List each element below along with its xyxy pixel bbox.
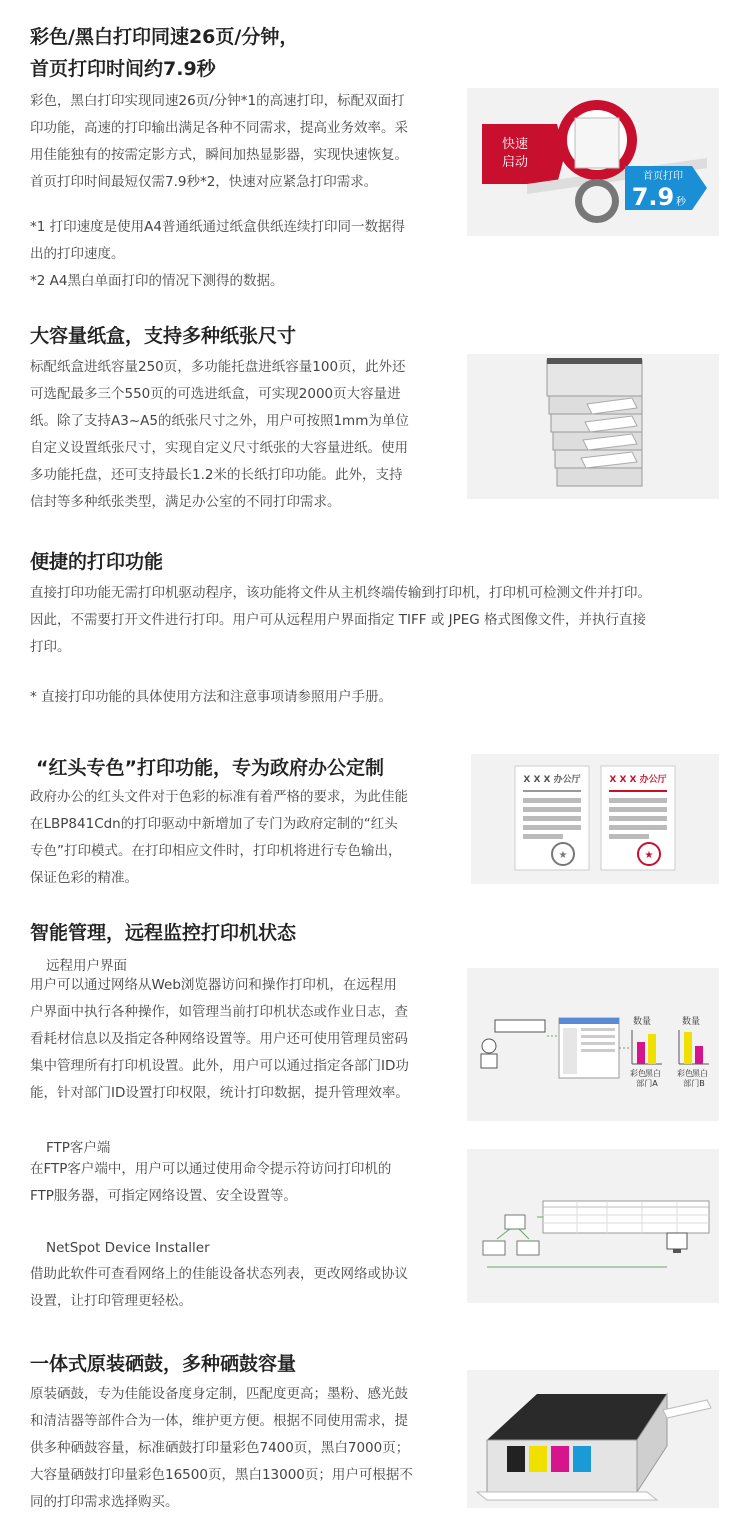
dept-a-black-bar (648, 1034, 656, 1064)
remote-ui-subtitle: 远程用户界面 (46, 958, 127, 974)
doc-header-red: X X X 办公厅 (609, 775, 667, 785)
section2-body: 标配纸盒进纸容量250页，多功能托盘进纸容量100页，此外还 可选配最多三个550页的可选进纸盒，可实现2000页大容量进 纸。除了支持A3~A5的纸张尺寸之外，用户可按照1mm为单位 自定义设置纸张尺寸，实现自定义尺寸纸张的大容量进纸。使用 多功能托盘，还可支持最长1.2米的长纸打印功能。此外，支持 信封等多种纸张类型，满足办公室的不同打印需求。 (30, 359, 409, 510)
toner-cartridge-printer-image (467, 1370, 719, 1508)
remote-ui-body: 用户可以通过网络从Web浏览器访问和操作打印机，在远程用 户界面中执行各种操作，如管理当前打印机状态或作业日志，查 看耗材信息以及指定各种网络设置等。用户还可使用管理员密码 集中管理所有打印机设置。此外，用户可以通过指定各部门ID功 能，针对部门ID设置打印权限，统计打印数据，提升管理效率。 (30, 977, 409, 1101)
dept-a-color-label: 彩色 (630, 1069, 646, 1078)
section3-title: 便捷的打印功能 (30, 551, 164, 573)
chart1-qty-label: 数量 (632, 1017, 652, 1027)
svg-text:★: ★ (644, 850, 654, 861)
dept-a-label: 部门A (636, 1079, 658, 1088)
monitor-icon (667, 1233, 687, 1249)
remote-ui-figure (467, 968, 719, 1121)
dept-a-black-label: 黑白 (645, 1069, 661, 1078)
ftp-subtitle: FTP客户端 (46, 1140, 111, 1156)
first-page-unit: 秒 (676, 197, 686, 208)
section4-title: “红头专色”打印功能，专为政府办公定制 (36, 757, 384, 779)
router-icon (505, 1215, 525, 1229)
section1-body: 彩色，黑白打印实现同速26页/分钟*1的高速打印，标配双面打 印功能，高速的打印输出满足各种不同需求，提高业务效率。采 用佳能独有的按需定影方式，瞬间加热显影器，实现快速恢复。 首页打印时间最短仅需7.9秒*2，快速对应紧急打印需求。 (30, 93, 408, 190)
red-header-document-figure (471, 754, 719, 884)
dept-b-color-bar (684, 1032, 692, 1064)
fast-start-text-1: 快速 (501, 137, 529, 152)
network-device-figure (467, 1149, 719, 1303)
fast-start-figure (467, 88, 719, 236)
user-icon (482, 1039, 496, 1053)
section2-title: 大容量纸盒，支持多种纸张尺寸 (30, 325, 297, 347)
svg-text:★: ★ (558, 850, 568, 861)
dept-b-label: 部门B (683, 1079, 705, 1088)
yellow-toner-icon (529, 1446, 547, 1472)
chart2-qty-label: 数量 (681, 1017, 701, 1027)
section6-body: 原装硒鼓，专为佳能设备度身定制，匹配度更高；墨粉、感光鼓 和清洁器等部件合为一体，维护更方便。根据不同使用需求，提 供多种硒鼓容量，标准硒鼓打印量彩色7400页，黑白7000页； 大容量硒鼓打印量彩色16500页，黑白13000页；用户可根据不 同的打印需求选择购买。 (30, 1386, 413, 1510)
netspot-body: 借助此软件可查看网络上的佳能设备状态列表，更改网络或协议 设置，让打印管理更轻松。 (30, 1266, 408, 1309)
dept-b-black-bar (695, 1046, 703, 1064)
device-status-table (543, 1201, 709, 1233)
section1-title-line1: 彩色/黑白打印同速26页/分钟， (30, 26, 299, 48)
magenta-toner-icon (551, 1446, 569, 1472)
netspot-subtitle: NetSpot Device Installer (46, 1240, 210, 1256)
section5-title: 智能管理，远程监控打印机状态 (30, 922, 297, 944)
dept-b-black-label: 黑白 (692, 1069, 708, 1078)
dept-a-color-bar (637, 1042, 645, 1064)
first-page-label: 首页打印 (643, 171, 683, 182)
section4-body: 政府办公的红头文件对于色彩的标准有着严格的要求，为此佳能 在LBP841Cdn的打印驱动中新增加了专门为政府定制的“红头 专色”打印模式。在打印相应文件时，打印机将进行专色输出， 保证色彩的精准。 (30, 789, 408, 886)
black-toner-icon (507, 1446, 525, 1472)
section6-title: 一体式原装硒鼓，多种硒鼓容量 (30, 1353, 297, 1375)
section1-notes: *1 打印速度是使用A4普通纸通过纸盒供纸连续打印同一数据得 出的打印速度。 *2 A4黑白单面打印的情况下测得的数据。 (30, 219, 405, 289)
section3-body: 直接打印功能无需打印机驱动程序，该功能将文件从主机终端传输到打印机，打印机可检测文件并打印。 因此，不需要打开文件进行打印。用户可从远程用户界面指定 TIFF 或 JPEG 格式图像文件，并执行直接 打印。 (30, 585, 651, 655)
section3-note: * 直接打印功能的具体使用方法和注意事项请参照用户手册。 (30, 689, 393, 705)
printer-b-icon (517, 1241, 539, 1255)
printer-with-trays-image (467, 354, 719, 499)
dept-b-color-label: 彩色 (677, 1069, 693, 1078)
fast-start-badge (482, 124, 565, 184)
browser-address-bar (495, 1020, 545, 1032)
fast-start-text-2: 启动 (501, 155, 529, 170)
doc-header-grey: X X X 办公厅 (523, 775, 581, 785)
cyan-toner-icon (573, 1446, 591, 1472)
section1-title-line2: 首页打印时间约7.9秒 (30, 58, 216, 80)
ftp-body: 在FTP客户端中，用户可以通过使用命令提示符访问打印机的 FTP服务器，可指定网络设置、安全设置等。 (30, 1161, 392, 1204)
printer-a-icon (483, 1241, 505, 1255)
first-page-time: 7.9 (631, 183, 675, 211)
